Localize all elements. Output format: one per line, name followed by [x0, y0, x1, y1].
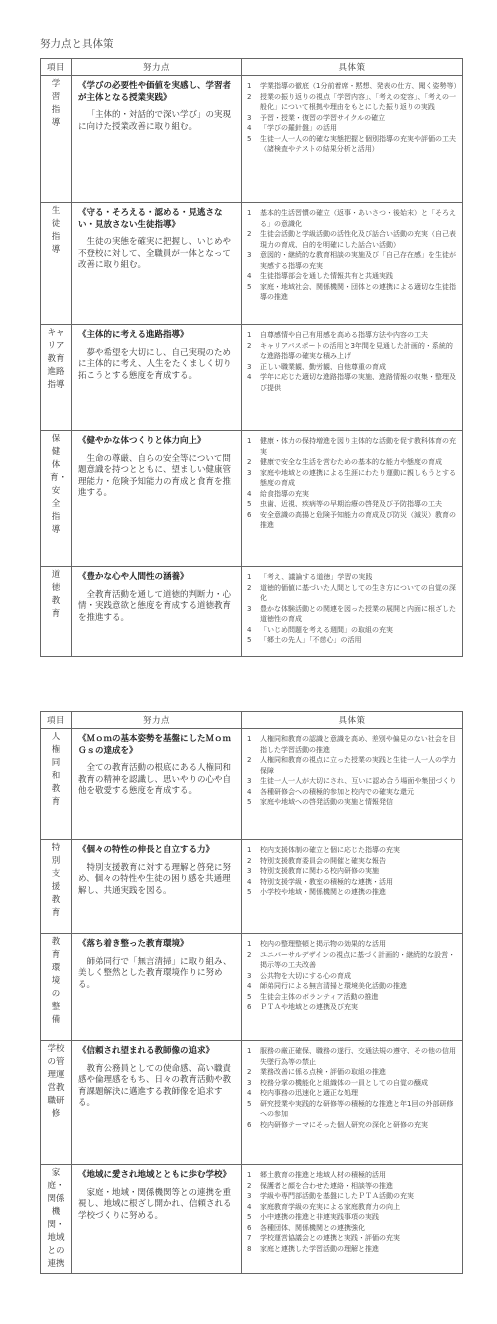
list-item: 6 ＰＴＡや地域との連携及び充実 — [247, 1003, 358, 1011]
list-item: 3 豊かな体験活動との関連を図った授業の展開と内面に根ざした道徳性の育成 — [247, 604, 456, 623]
effort-body: 教育公務員としての使命感、高い職責感や倫理感をもち、日々の教育活動や教育課題解決に邁進する教師像を追求する。 — [78, 1063, 232, 1108]
list-item: 6 各種団体、関係機関との連携強化 — [247, 1223, 365, 1232]
effort-heading: 《落ち着き整った教育環境》 — [78, 939, 189, 949]
list-item: 4 校内事務の迅速化と適正な処理 — [247, 1089, 358, 1097]
list-item: 6 安全意識の高揚と危険予知能力の育成及び防災（減災）教育の推進 — [247, 510, 456, 529]
list-item: 1 郷土教育の推進と地域人材の積極的活用 — [247, 1171, 386, 1179]
list-item: 1 服務の厳正確保、職務の遂行、交通法規の遵守、その他の信用失墜行為等の禁止 — [247, 1047, 456, 1066]
table-row — [41, 729, 463, 840]
row-item: 生徒指導 — [51, 206, 61, 255]
table-row — [41, 567, 463, 657]
list-item: 1 基本的生活習慣の確立（返事・あいさつ・後始末）と「そろえる」の意識化 — [247, 209, 456, 228]
table-row — [41, 1165, 463, 1274]
list-item: 1 校内の整理整頓と掲示物の効果的な活用 — [247, 940, 386, 948]
list-item: 5 「郷土の先人」「不慈心」の活用 — [247, 636, 362, 644]
list-item: 5 研究授業や実践的な研修等の積極的な推進と年1回の外部研修への参加 — [247, 1099, 454, 1118]
row-item: 特別支援教育 — [51, 843, 61, 918]
list-item: 4 特別支援学級・教室の積極的な連携・活用 — [247, 877, 393, 886]
list-item: 3 予習・授業・復習の学習サイクルの確立 — [247, 113, 386, 122]
row-item: 教育環境の整備 — [51, 937, 61, 1025]
measure-list — [247, 1046, 458, 1130]
effort-body: 特別支援教育に対する理解と啓発に努め、個々の特性や生徒の困り感を共通理解し、共通実践を図る。 — [78, 862, 232, 896]
list-item: 3 特別支援教育に関わる校内研修の実施 — [247, 867, 379, 875]
list-item: 2 特別支援教育委員会の開催と確実な報告 — [247, 856, 386, 865]
effort-body: 全ての教育活動の根底にある人権同和教育の精神を認識し、思いやりの心や自他を敬愛する態度を育成する。 — [78, 763, 232, 796]
list-item: 3 公共物を大切にする心の育成 — [247, 971, 351, 980]
effort-heading: 《主体的に考える進路指導》 — [78, 330, 189, 340]
header-item: 項目 — [41, 59, 72, 76]
row-item: 家庭・関係機関・地域との連携 — [47, 1168, 65, 1269]
list-item: 4 学年に応じた適切な進路指導の実施、進路情報の収集・整理及び提供 — [247, 373, 456, 392]
effort-heading: 《健やかな体つくりと体力向上》 — [78, 436, 206, 446]
list-item: 1 「考え、議論する道徳」学習の実践 — [247, 573, 373, 581]
table-header — [41, 712, 463, 729]
effort-body: 家庭・地域・関係機関等との連携を重視し、地域に根ざし開かれ、信頼される学校づくりに努める。 — [78, 1187, 232, 1221]
effort-heading: 《豊かな心や人間性の涵養》 — [78, 572, 189, 582]
list-item: 3 意図的・継続的な教育相談の実施及び「自己存在感」を生徒が実感する指導の充実 — [247, 251, 456, 270]
list-item: 1 学業指導の徹底（1分前着席・黙想、発表の仕方、聞く姿勢等） — [247, 82, 461, 90]
effort-heading: 《信頼され望まれる教師像の追求》 — [78, 1046, 215, 1056]
row-item: 道徳教育 — [51, 570, 61, 619]
list-item: 2 健康で安全な生活を営むための基本的な能力や態度の育成 — [247, 458, 442, 466]
list-item: 2 業務改善に係る点検・評価の取組の推進 — [247, 1068, 386, 1076]
measure-list — [247, 734, 458, 808]
table-row — [41, 431, 463, 567]
measure-list — [247, 81, 461, 155]
list-item: 3 生徒一人一人が大切にされ、互いに認め合う場面や集団づくり — [247, 777, 457, 785]
measure-list — [247, 939, 458, 1013]
list-item: 3 学級や専門部活動を基盤にしたＰＴＡ活動の充実 — [247, 1192, 414, 1200]
list-item: 5 小中連携の推進と非連実践事項の実践 — [247, 1213, 379, 1221]
header-item: 項目 — [41, 712, 72, 729]
list-item: 1 健康・体力の保持増進を図り主体的な活動を促す教科体育の充実 — [247, 437, 456, 456]
list-item: 4 各種研修会への積極的参加と校内での確実な還元 — [247, 787, 414, 796]
table-row — [41, 203, 463, 325]
list-item: 5 家庭や地域への啓発活動の実施と情報発信 — [247, 798, 393, 806]
plan-table-2 — [40, 711, 463, 1274]
effort-heading: 《地域に愛され地域とともに歩む学校》 — [78, 1170, 232, 1180]
row-item: 人権同和教育 — [51, 732, 61, 807]
list-item: 7 学校運営協議会との連携と実践・評価の充実 — [247, 1234, 400, 1242]
measure-list — [247, 436, 458, 531]
list-item: 6 校内研修テーマにそった個人研究の深化と研修の充実 — [247, 1120, 428, 1129]
list-item: 2 生徒会活動と学級活動の活性化及び話合い活動の充実（自己表現力の育成、自的を明確にした話合い活動） — [247, 230, 456, 249]
header-effort: 努力点 — [72, 712, 242, 729]
list-item: 5 生徒会主体のボランティア活動の推進 — [247, 992, 379, 1001]
effort-body: 生徒の実態を確実に把握し、いじめや不登校に対して、全職員が一体となって改善に取り組む。 — [78, 237, 232, 270]
header-concrete: 具体策 — [242, 59, 463, 76]
list-item: 3 校務分掌の機能化と組織体の一員としての自覚の醸成 — [247, 1078, 428, 1087]
list-item: 4 家庭教育学級の充実による家庭教育力の向上 — [247, 1202, 400, 1211]
measure-list — [247, 330, 458, 393]
list-item: 2 道徳的価値に基づいた人間としての生き方についての自覚の深化 — [247, 583, 456, 602]
list-item: 5 小学校や地域・関係機関との連携の推進 — [247, 888, 386, 896]
table-row — [41, 840, 463, 934]
row-item: 学習指導 — [51, 79, 61, 128]
list-item: 2 保護者と顔を合わせた連絡・相談等の推進 — [247, 1181, 393, 1190]
effort-body: 「主体的・対話的で深い学び」の実現に向けた授業改善に取り組む。 — [78, 110, 232, 132]
table-row — [41, 325, 463, 431]
list-item: 4 「いじめ問題を考える週間」の取組の充実 — [247, 625, 393, 634]
table-row — [41, 76, 463, 203]
page-title: 努力点と具体策 — [40, 38, 114, 50]
list-item: 2 キャリアパスポートの活用と3年間を見通した計画的・系統的な進路指導の確実な積み上げ — [247, 341, 453, 360]
effort-heading: 《学びの必要性や価値を実感し、学習者が主体となる授業実践》 — [78, 81, 232, 103]
list-item: 5 虫歯、近視、疾病等の早期治療の啓発及び予防指導の工夫 — [247, 500, 442, 508]
measure-list — [247, 845, 458, 898]
list-item: 4 「学びの羅針盤」の活用 — [247, 124, 337, 132]
effort-heading: 《個々の特性の伸長と自立する力》 — [78, 845, 215, 855]
header-effort: 努力点 — [72, 59, 242, 76]
list-item: 2 授業の振り返りの視点「学習内容」、「考えの変容」、「考えの一般化」について根拠や理由をもとにした振り返りの実践 — [247, 92, 456, 111]
list-item: 1 人権同和教育の認識と意識を高め、差別や偏見のない社会を目指した学習活動の推進 — [247, 735, 456, 754]
table-row — [41, 1041, 463, 1165]
effort-body: 全教育活動を通して道徳的判断力・心情・実践意欲と態度を育成する道徳教育を推進する。 — [78, 589, 232, 623]
measure-list — [247, 1170, 458, 1254]
list-item: 1 自尊感情や自己有用感を高める指導方法や内容の工夫 — [247, 331, 428, 339]
list-item: 1 校内支援体制の確立と個に応じた指導の充実 — [247, 846, 400, 854]
measure-list — [247, 572, 458, 646]
effort-body: 生命の尊厳、自らの安全等について問題意識を持つとともに、望ましい健康管理能力・危険予知能力の育成と食育を推進する。 — [78, 453, 232, 498]
list-item: 4 生徒指導部会を通した情報共有と共通実践 — [247, 272, 393, 280]
list-item: 8 家庭と連携した学習活動の理解と推進 — [247, 1244, 379, 1253]
list-item: 2 人権同和教育の視点に立った授業の実践と生徒一人一人の学力保障 — [247, 756, 456, 775]
row-item: 学校の管理運営教職研修 — [47, 1044, 65, 1119]
table-row — [41, 934, 463, 1041]
effort-heading: 《Ｍｏｍの基本姿勢を基盤にしたＭｏｍＧｓの達成を》 — [78, 734, 232, 756]
effort-heading: 《守る・そろえる・認める・見逃さない・見放さない生徒指導》 — [78, 208, 223, 230]
row-item: 保健体育・安全指導 — [50, 434, 68, 535]
list-item: 2 ユニバーサルデザインの視点に基づく計画的・継続的な設営・掲示等の工夫改善 — [247, 950, 456, 969]
effort-body: 夢や希望を大切にし、自己実現のために主体的に考え、人生をたくましく切り拓こうとする態度を育成する。 — [78, 347, 232, 381]
header-concrete: 具体策 — [242, 712, 463, 729]
table-header — [41, 59, 463, 76]
list-item: 4 師弟同行による無言清掃と環境美化活動の推進 — [247, 982, 407, 990]
list-item: 3 家庭や地域との連携による生涯にわたり運動に親しもうとする態度の育成 — [247, 468, 456, 487]
effort-body: 師弟同行で「無言清掃」に取り組み、美しく整然とした教育環境作りに努める。 — [78, 956, 232, 990]
list-item: 5 生徒一人一人の的確な実態把握と個別指導の充実や評価の工夫（諸検査やテストの結果分析と活用） — [247, 134, 456, 153]
list-item: 3 正しい職業観、勤労観、自他尊重の育成 — [247, 362, 386, 371]
row-item: キャリア教育進路指導 — [47, 328, 65, 390]
list-item: 5 家庭・地域社会、関係機関・団体との連携による適切な生徒指導の推進 — [247, 282, 456, 301]
measure-list — [247, 208, 458, 303]
plan-table-1 — [40, 58, 463, 657]
list-item: 4 給食指導の充実 — [247, 489, 309, 498]
